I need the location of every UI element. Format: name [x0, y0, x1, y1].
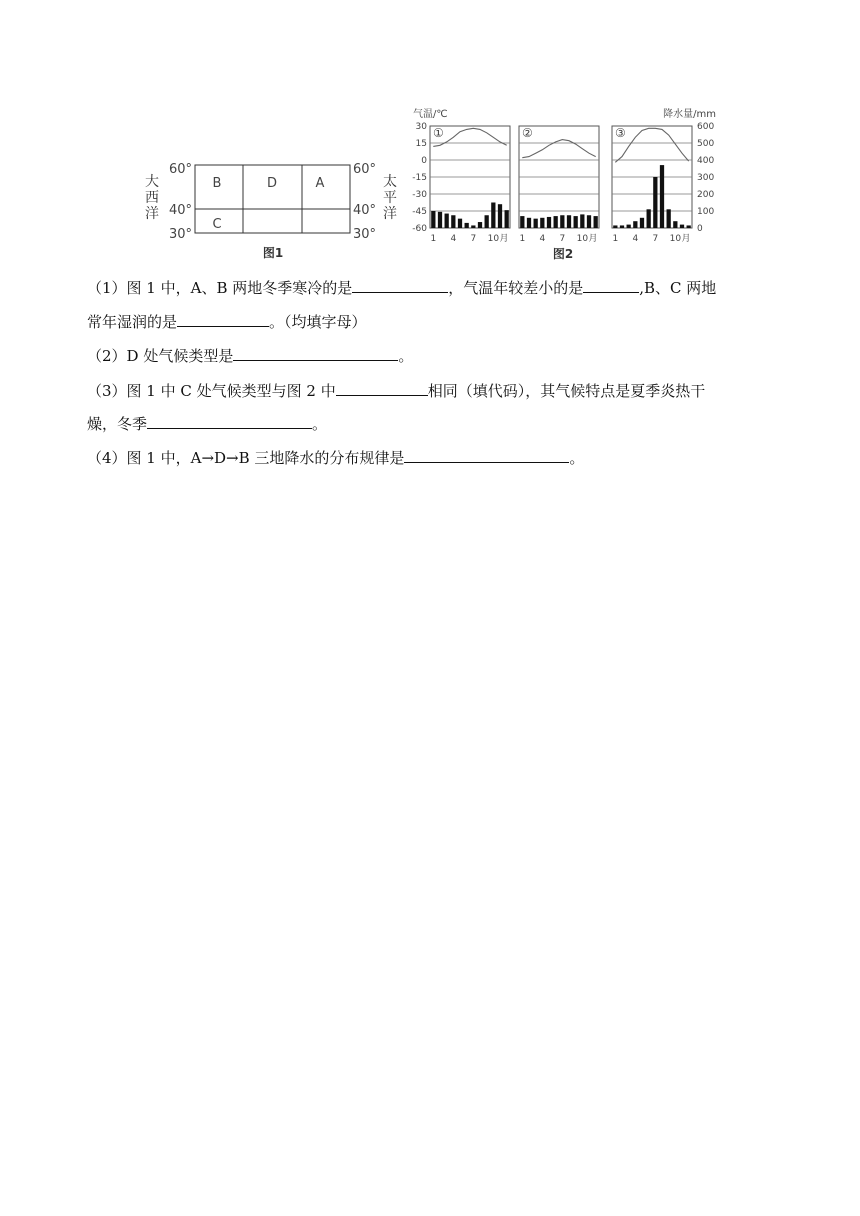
latitude-label-60-right: 60°: [353, 162, 377, 177]
question-text: ,B、C 两地: [639, 279, 717, 297]
atlantic-label-char: 洋: [145, 206, 159, 222]
question-text: 。: [569, 449, 585, 467]
month-tick-label: 1: [612, 234, 619, 244]
region-label-c: C: [212, 217, 222, 232]
panel-label: ①: [433, 126, 444, 140]
precipitation-bar: [587, 215, 591, 228]
month-tick-label: 月: [588, 234, 598, 244]
temperature-tick-label: -30: [412, 190, 427, 200]
temperature-tick-label: -45: [412, 207, 427, 217]
month-tick-label: 10: [576, 234, 589, 244]
question-text: 。: [312, 415, 328, 433]
atlantic-label-char: 西: [145, 190, 159, 206]
month-tick-label: 7: [470, 234, 477, 244]
pacific-label-char: 洋: [383, 206, 397, 222]
precipitation-bar: [620, 225, 624, 228]
precipitation-bar: [580, 214, 584, 228]
temperature-axis-label: 气温/℃: [413, 109, 448, 120]
question-2: [87, 346, 413, 366]
temperature-curve: [615, 128, 688, 162]
precipitation-bar: [660, 165, 664, 228]
figure-2-caption: 图2: [552, 247, 574, 261]
precipitation-bar: [520, 216, 524, 228]
region-label-a: A: [315, 176, 325, 191]
precipitation-tick-label: 300: [697, 173, 715, 183]
temperature-tick-label: -60: [412, 224, 427, 234]
question-text: 。（均填字母）: [269, 313, 367, 331]
question-3-line-2: [87, 414, 327, 434]
latitude-label-40-left: 40°: [168, 203, 192, 218]
precipitation-bar: [505, 210, 509, 228]
panel-label: ③: [615, 126, 626, 140]
climate-panel: [612, 126, 692, 244]
precipitation-ticks: [697, 122, 714, 234]
question-3-line-1: [87, 381, 705, 401]
precipitation-tick-label: 0: [697, 224, 703, 234]
precipitation-bar: [640, 218, 644, 228]
latitude-label-30-left: 30°: [168, 227, 192, 242]
precipitation-bar: [627, 225, 631, 228]
question-text: （2）D 处气候类型是: [87, 347, 234, 365]
precipitation-bar: [438, 212, 442, 228]
latitude-label-30-right: 30°: [353, 227, 377, 242]
precipitation-tick-label: 200: [697, 190, 715, 200]
precipitation-tick-label: 400: [697, 156, 715, 166]
panel-label: ②: [522, 126, 533, 140]
month-tick-label: 10: [487, 234, 500, 244]
answer-blank[interactable]: [177, 312, 269, 327]
precipitation-bar: [633, 221, 637, 228]
figure-1-caption: 图1: [262, 246, 284, 260]
question-text: （4）图 1 中，A→D→B 三地降水的分布规律是: [87, 449, 405, 467]
month-tick-label: 1: [519, 234, 526, 244]
temperature-curve: [433, 128, 506, 146]
question-text: ，气温年较差小的是: [448, 279, 584, 297]
answer-blank[interactable]: [583, 278, 639, 293]
figures-area: [0, 0, 860, 270]
precipitation-bar: [567, 215, 571, 228]
latitude-label-60-left: 60°: [168, 162, 192, 177]
precipitation-tick-label: 600: [697, 122, 715, 132]
precipitation-bar: [540, 218, 544, 228]
question-1-line-2: [87, 312, 367, 332]
pacific-label-char: 太: [383, 174, 397, 190]
precipitation-bar: [560, 215, 564, 228]
question-1-line-1: [87, 278, 716, 298]
precipitation-bar: [680, 225, 684, 228]
precipitation-bar: [478, 222, 482, 228]
precipitation-bar: [613, 225, 617, 228]
precipitation-bar: [498, 204, 502, 228]
question-4: [87, 448, 584, 468]
answer-blank[interactable]: [233, 346, 398, 361]
atlantic-label-char: 大: [145, 174, 159, 190]
question-text: 。: [398, 347, 414, 365]
question-text: 相同（填代码），其气候特点是夏季炎热干: [427, 382, 706, 400]
precipitation-bar: [653, 177, 657, 228]
month-tick-label: 1: [430, 234, 437, 244]
precipitation-bar: [673, 221, 677, 228]
precipitation-bar: [527, 218, 531, 228]
precipitation-axis-label: 降水量/mm: [663, 109, 716, 120]
pacific-label-char: 平: [383, 190, 397, 206]
question-text: 燥，冬季: [87, 415, 148, 433]
month-tick-label: 月: [499, 234, 509, 244]
figure-2-climate-charts: [412, 107, 716, 261]
temperature-curve: [522, 140, 595, 158]
precipitation-bar: [458, 219, 462, 228]
latitude-label-40-right: 40°: [353, 203, 377, 218]
region-label-d: D: [266, 176, 278, 191]
answer-blank[interactable]: [147, 414, 312, 429]
temperature-ticks: [412, 122, 427, 234]
precipitation-bar: [465, 223, 469, 228]
precipitation-bar: [574, 216, 578, 228]
temperature-tick-label: -15: [412, 173, 427, 183]
precipitation-bar: [485, 215, 489, 228]
region-label-b: B: [212, 176, 222, 191]
month-tick-label: 月: [681, 234, 691, 244]
precipitation-bar: [471, 225, 475, 228]
temperature-tick-label: 15: [415, 139, 427, 149]
precipitation-tick-label: 500: [697, 139, 715, 149]
question-text: 常年湿润的是: [87, 313, 178, 331]
precipitation-bar: [431, 211, 435, 228]
answer-blank[interactable]: [336, 381, 428, 396]
temperature-tick-label: 0: [421, 156, 427, 166]
climate-panels: [430, 126, 692, 244]
month-tick-label: 4: [450, 234, 457, 244]
month-tick-label: 4: [539, 234, 546, 244]
month-tick-label: 4: [632, 234, 639, 244]
figure-1-map: [145, 162, 397, 260]
precipitation-bar: [534, 219, 538, 228]
answer-blank[interactable]: [404, 448, 569, 463]
precipitation-bar: [687, 225, 691, 228]
precipitation-tick-label: 100: [697, 207, 715, 217]
precipitation-bar: [547, 217, 551, 228]
month-tick-label: 10: [669, 234, 682, 244]
question-text: （1）图 1 中，A、B 两地冬季寒冷的是: [87, 279, 353, 297]
precipitation-bar: [594, 216, 598, 228]
precipitation-bar: [667, 209, 671, 228]
precipitation-bar: [445, 214, 449, 228]
month-tick-label: 7: [559, 234, 566, 244]
precipitation-bar: [554, 216, 558, 228]
precipitation-bar: [491, 203, 495, 229]
precipitation-bar: [451, 215, 455, 228]
answer-blank[interactable]: [352, 278, 448, 293]
climate-panel: [430, 126, 510, 244]
climate-panel: [519, 126, 599, 244]
month-tick-label: 7: [652, 234, 659, 244]
question-text: （3）图 1 中 C 处气候类型与图 2 中: [87, 382, 336, 400]
precipitation-bar: [647, 209, 651, 228]
temperature-tick-label: 30: [415, 122, 427, 132]
